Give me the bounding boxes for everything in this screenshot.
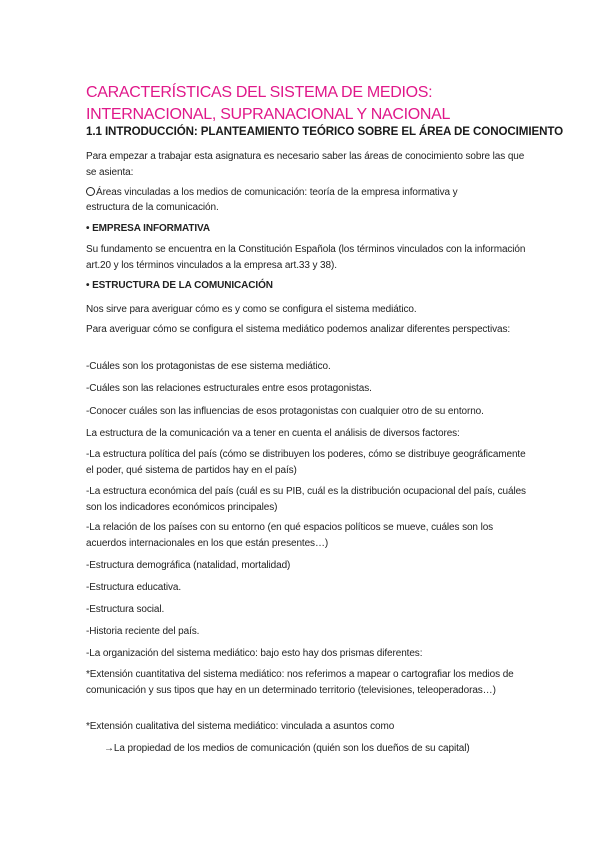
circle-bullet-icon	[86, 187, 95, 196]
factor-item-8: -La organización del sistema mediático: bajo esto hay dos prismas diferentes:	[86, 648, 423, 659]
factor-item-3: -La relación de los países con su entorno (en qué espacios políticos se mueve, cuáles son los acuerdos internacionales en los que están presentes…)	[86, 522, 494, 549]
estructura-heading: • ESTRUCTURA DE LA COMUNICACIÓN	[86, 280, 273, 291]
sub-item-1: →La propiedad de los medios de comunicación (quién son los dueños de su capital)	[104, 743, 470, 754]
areas-line-2: estructura de la comunicación.	[86, 202, 219, 213]
estructura-paragraph-1: Nos sirve para averiguar cómo es y como se configura el sistema mediático.	[86, 304, 417, 315]
empresa-paragraph: Su fundamento se encuentra en la Constitución Española (los términos vinculados con la información art.20 y los términos vinculados a la empresa art.33 y 38).	[86, 244, 526, 271]
document-title-line-2: INTERNACIONAL, SUPRANACIONAL Y NACIONAL	[86, 106, 451, 123]
factor-item-4: -Estructura demográfica (natalidad, mortalidad)	[86, 560, 291, 571]
perspective-item-2: -Cuáles son las relaciones estructurales entre esos protagonistas.	[86, 383, 372, 394]
prisma-item-1: *Extensión cuantitativa del sistema mediático: nos referimos a mapear o cartografiar los medios de comunicación y sus tipos que hay en un determinado territorio (televisiones, teleoperadoras…)	[86, 669, 514, 696]
areas-line-1	[86, 185, 526, 201]
factor-item-6: -Estructura social.	[86, 604, 165, 615]
factor-item-1: -La estructura política del país (cómo se distribuyen los poderes, cómo se distribuye geográficamente el poder, qué sistema de partidos hay en el país)	[86, 449, 526, 476]
prisma-item-2: *Extensión cualitativa del sistema mediático: vinculada a asuntos como	[86, 721, 395, 732]
perspective-item-3: -Conocer cuáles son las influencias de esos protagonistas con cualquier otro de su entorno.	[86, 406, 484, 417]
document-title-line-1: CARACTERÍSTICAS DEL SISTEMA DE MEDIOS:	[86, 84, 433, 101]
factor-item-5: -Estructura educativa.	[86, 582, 182, 593]
estructura-paragraph-2: Para averiguar cómo se configura el sistema mediático podemos analizar diferentes perspectivas:	[86, 324, 511, 335]
factor-item-7: -Historia reciente del país.	[86, 626, 200, 637]
empresa-heading: • EMPRESA INFORMATIVA	[86, 223, 210, 234]
areas-text-1: Áreas vinculadas a los medios de comunicación: teoría de la empresa informativa y	[96, 187, 458, 198]
factors-intro: La estructura de la comunicación va a tener en cuenta el análisis de diversos factores:	[86, 428, 460, 439]
section-heading: 1.1 INTRODUCCIÓN: PLANTEAMIENTO TEÓRICO SOBRE EL ÁREA DE CONOCIMIENTO	[86, 125, 564, 138]
perspective-item-1: -Cuáles son los protagonistas de ese sistema mediático.	[86, 361, 331, 372]
intro-paragraph: Para empezar a trabajar esta asignatura es necesario saber las áreas de conocimiento sobre las que se asienta:	[86, 151, 525, 178]
factor-item-2: -La estructura económica del país (cuál es su PIB, cuál es la distribución ocupacional del país, cuáles son los indicadores económicos principales)	[86, 486, 526, 513]
